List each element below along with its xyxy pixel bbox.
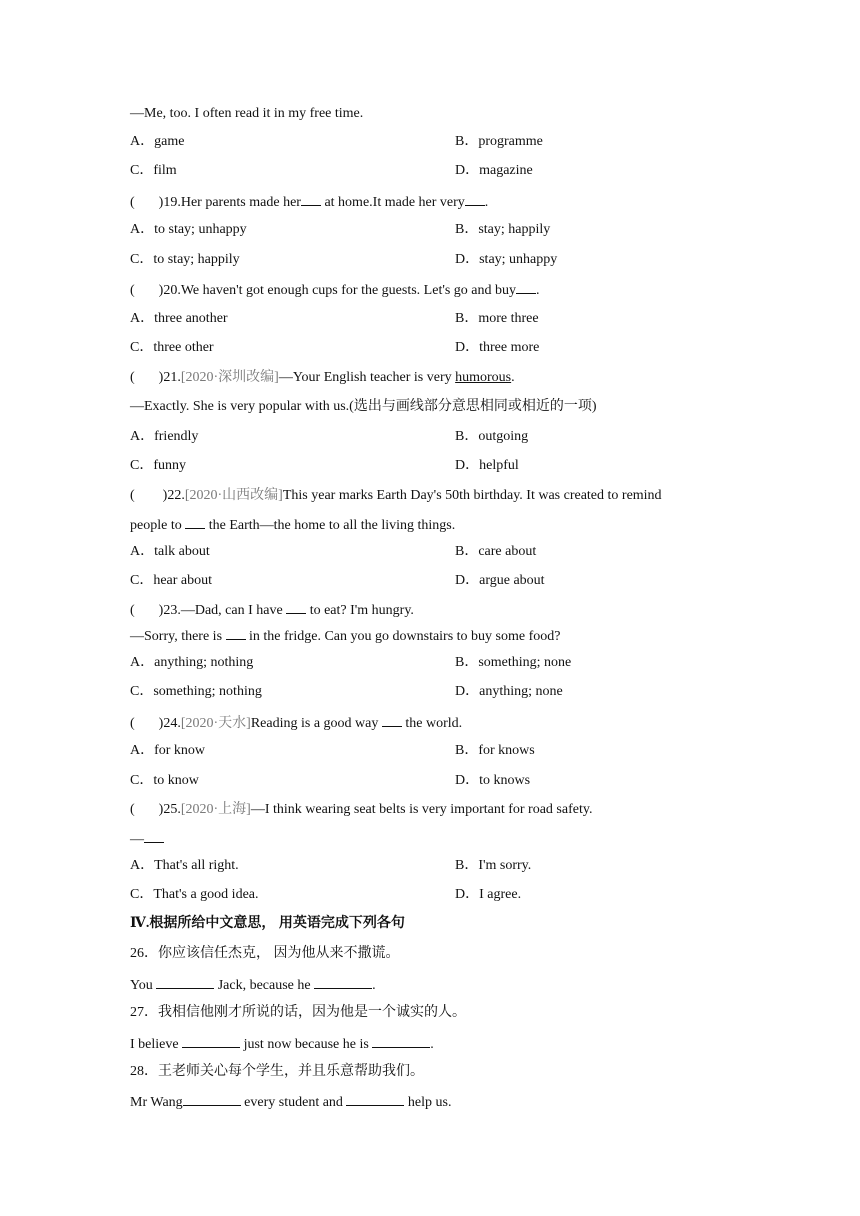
- q23-blank-1[interactable]: [286, 600, 306, 614]
- q25-options-row1: [0, 857, 860, 875]
- q25-option-c[interactable]: C．That's a good idea.: [130, 887, 259, 902]
- q19-option-c[interactable]: C．to stay; happily: [130, 252, 240, 267]
- q28-blank-2[interactable]: [346, 1092, 404, 1106]
- q19-option-d[interactable]: D．stay; unhappy: [455, 252, 558, 267]
- q19-blank-1[interactable]: [301, 192, 321, 206]
- q18-answer-line: —Me, too. I often read it in my free time.: [130, 106, 364, 121]
- q23-option-d[interactable]: D．anything; none: [455, 684, 563, 699]
- q25-option-b[interactable]: B．I'm sorry.: [455, 858, 532, 873]
- q22-option-c[interactable]: C．hear about: [130, 573, 213, 588]
- q19-options-row2: [0, 251, 860, 269]
- q27-chinese-prompt: 27．我相信他刚才所说的话，因为他是一个诚实的人。: [130, 1005, 466, 1020]
- q20-stem: ( )20.We haven't got enough cups for the guests. Let's go and buy .: [130, 280, 540, 300]
- q23-options-row2: [0, 683, 860, 701]
- q23-option-b[interactable]: B．something; none: [455, 655, 572, 670]
- q20-option-d[interactable]: D．three more: [455, 340, 540, 355]
- q18-options-row2: [0, 162, 860, 180]
- q20-option-a[interactable]: A．three another: [130, 311, 228, 326]
- q18-option-a[interactable]: A．game: [130, 134, 185, 149]
- q26-blank-1[interactable]: [156, 975, 214, 989]
- q21-option-a[interactable]: A．friendly: [130, 429, 199, 444]
- section-4-heading: Ⅳ.根据所给中文意思， 用英语完成下列各句: [130, 916, 405, 931]
- q23-option-a[interactable]: A．anything; nothing: [130, 655, 254, 670]
- q22-blank[interactable]: [185, 515, 205, 529]
- q22-source: [2020·山西改编]: [184, 488, 283, 503]
- q20-blank[interactable]: [516, 280, 536, 294]
- q21-source: [2020·深圳改编]: [180, 370, 279, 385]
- q18-option-b[interactable]: B．programme: [455, 134, 543, 149]
- q22-options-row1: [0, 543, 860, 561]
- q27-blank-1[interactable]: [182, 1034, 240, 1048]
- q24-source: [2020·天水]: [180, 716, 251, 731]
- q22-line2: people to the Earth—the home to all the living things.: [130, 515, 455, 535]
- q25-source: [2020·上海]: [180, 802, 251, 817]
- q21-stem: ( )21.[2020·深圳改编]—Your English teacher is very humorous.: [130, 370, 515, 385]
- q27-blank-2[interactable]: [372, 1034, 430, 1048]
- q23-stem: ( )23.—Dad, can I have to eat? I'm hungry.: [130, 600, 414, 620]
- q20-option-b[interactable]: B．more three: [455, 311, 539, 326]
- q21-underlined-word: humorous: [455, 370, 512, 385]
- q22-option-d[interactable]: D．argue about: [455, 573, 545, 588]
- q21-options-row1: [0, 428, 860, 446]
- q21-option-c[interactable]: C．funny: [130, 458, 186, 473]
- q19-option-b[interactable]: B．stay; happily: [455, 222, 551, 237]
- q26-chinese-prompt: 26．你应该信任杰克， 因为他从来不撒谎。: [130, 946, 400, 961]
- q20-option-c[interactable]: C．three other: [130, 340, 214, 355]
- q22-options-row2: [0, 572, 860, 590]
- q20-options-row1: [0, 310, 860, 328]
- q24-option-c[interactable]: C．to know: [130, 773, 199, 788]
- q24-option-d[interactable]: D．to knows: [455, 773, 531, 788]
- q24-stem: ( )24.[2020·天水]Reading is a good way the world.: [130, 713, 462, 733]
- q27-english-line: I believe just now because he is .: [130, 1034, 434, 1054]
- q24-options-row2: [0, 772, 860, 790]
- q18-option-c[interactable]: C．film: [130, 163, 177, 178]
- q19-stem: ( )19.Her parents made her at home.It made her very .: [130, 192, 488, 212]
- q24-option-a[interactable]: A．for know: [130, 743, 206, 758]
- q25-option-a[interactable]: A．That's all right.: [130, 858, 239, 873]
- q26-blank-2[interactable]: [314, 975, 372, 989]
- q19-options-row1: [0, 221, 860, 239]
- q24-options-row1: [0, 742, 860, 760]
- q24-option-b[interactable]: B．for knows: [455, 743, 535, 758]
- q23-line2: —Sorry, there is in the fridge. Can you go downstairs to buy some food?: [130, 626, 560, 646]
- q28-blank-1[interactable]: [183, 1092, 241, 1106]
- q28-english-line: Mr Wang every student and help us.: [130, 1092, 451, 1112]
- q23-blank-2[interactable]: [226, 626, 246, 640]
- q18-options-row1: [0, 133, 860, 151]
- q19-option-a[interactable]: A．to stay; unhappy: [130, 222, 247, 237]
- q25-blank[interactable]: [144, 829, 164, 843]
- q21-option-d[interactable]: D．helpful: [455, 458, 519, 473]
- q25-stem: ( )25.[2020·上海]—I think wearing seat belts is very important for road safety.: [130, 802, 593, 817]
- q19-blank-2[interactable]: [465, 192, 485, 206]
- q23-option-c[interactable]: C．something; nothing: [130, 684, 262, 699]
- q21-line2: —Exactly. She is very popular with us.(选出与画线部分意思相同或相近的一项): [130, 399, 597, 414]
- q26-english-line: You Jack, because he .: [130, 975, 376, 995]
- q21-option-b[interactable]: B．outgoing: [455, 429, 529, 444]
- q24-blank[interactable]: [382, 713, 402, 727]
- q25-options-row2: [0, 886, 860, 904]
- q23-options-row1: [0, 654, 860, 672]
- q25-line2: —: [130, 829, 164, 849]
- q28-chinese-prompt: 28．王老师关心每个学生，并且乐意帮助我们。: [130, 1064, 424, 1079]
- q21-options-row2: [0, 457, 860, 475]
- q20-options-row2: [0, 339, 860, 357]
- q22-option-a[interactable]: A．talk about: [130, 544, 210, 559]
- q22-stem: ( )22.[2020·山西改编]This year marks Earth Day's 50th birthday. It was created to remind: [130, 488, 662, 503]
- q22-option-b[interactable]: B．care about: [455, 544, 537, 559]
- q18-option-d[interactable]: D．magazine: [455, 163, 533, 178]
- q25-option-d[interactable]: D．I agree.: [455, 887, 522, 902]
